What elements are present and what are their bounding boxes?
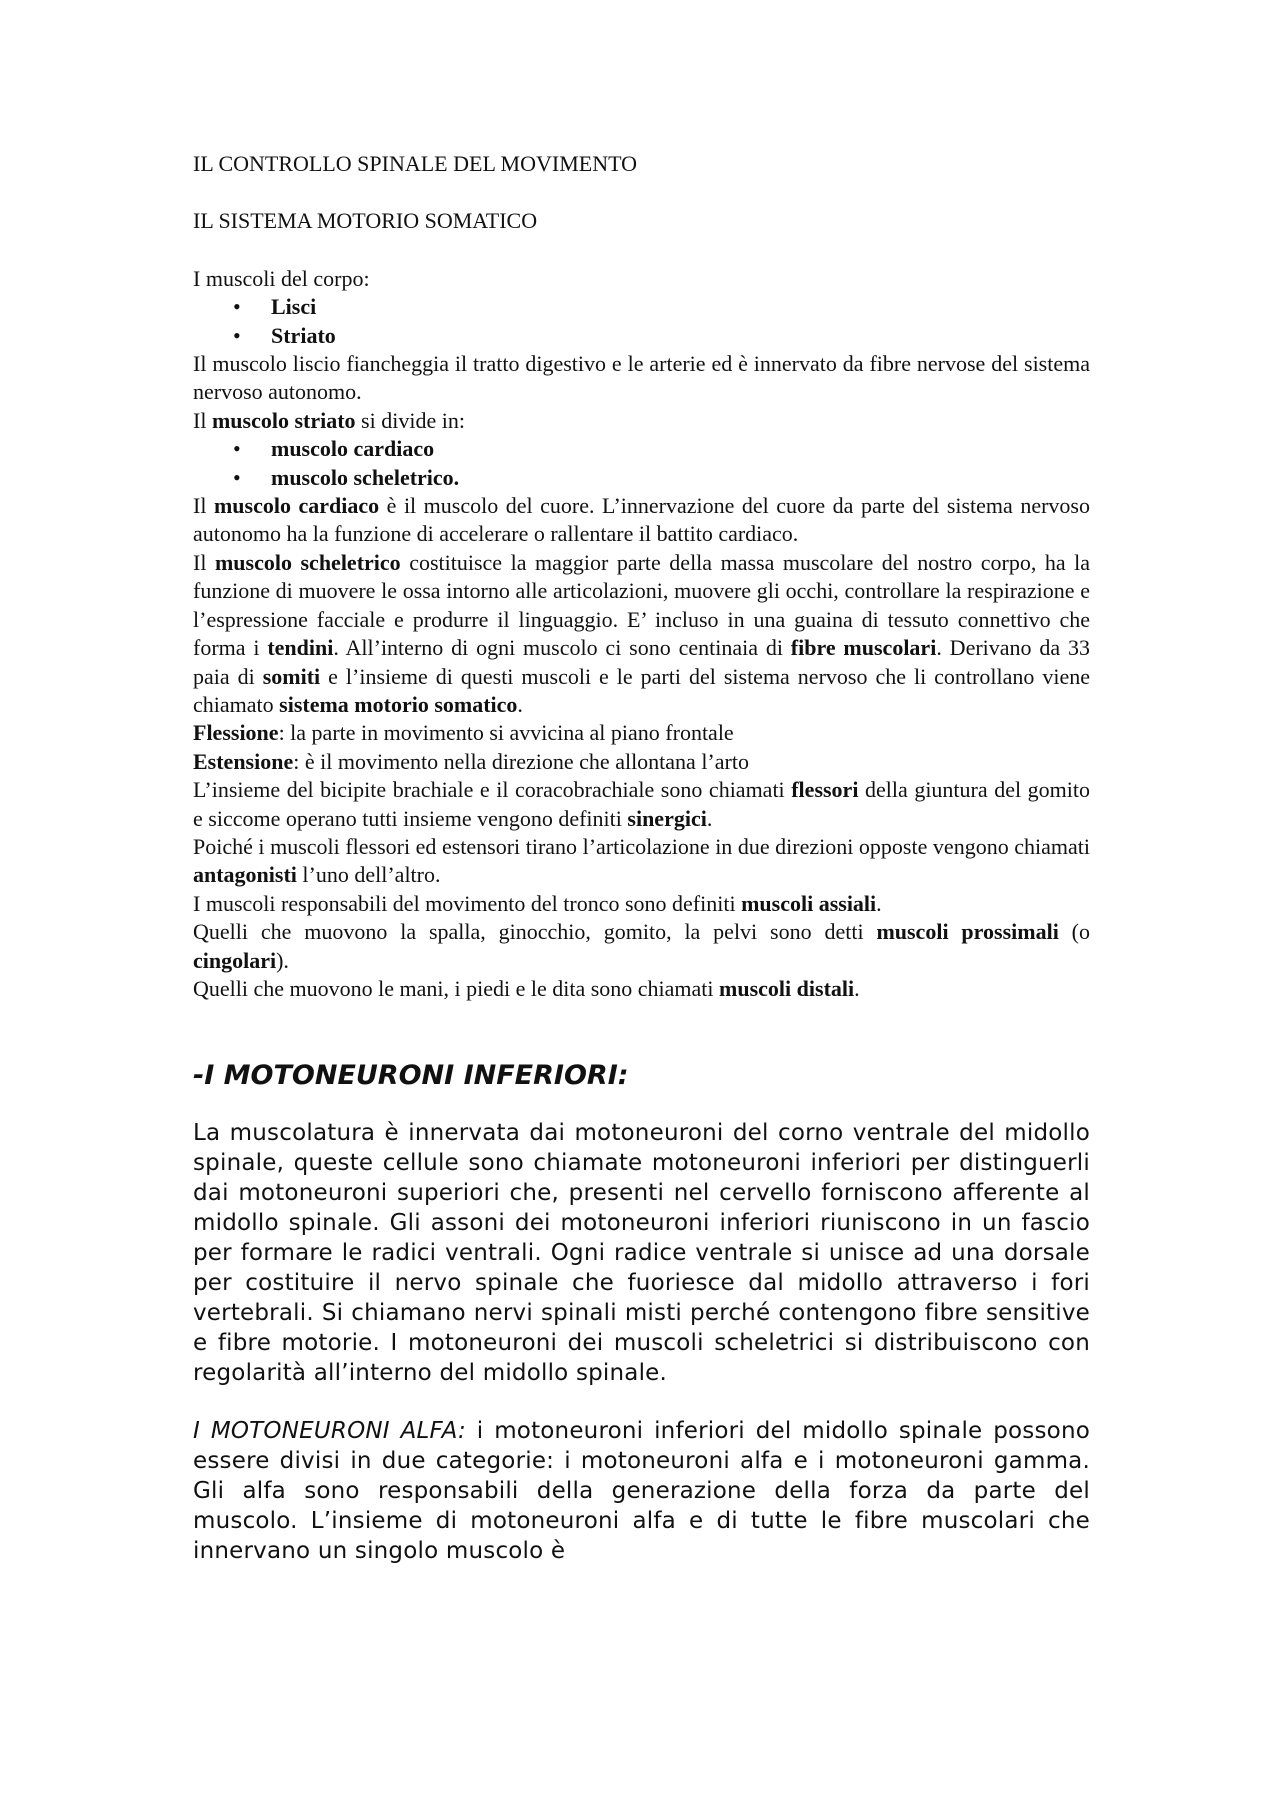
paragraph-estensione: Estensione: è il movimento nella direzione che allontana l’arto bbox=[193, 748, 749, 774]
document-page bbox=[193, 150, 1090, 1566]
paragraph-motoneuroni: La muscolatura è innervata dai motoneuroni del corno ventrale del midollo spinale, queste cellule sono chiamate motoneuroni inferiori per distinguerli dai motoneuroni superiori che, presenti nel cervello forniscono afferente al midollo spinale. Gli assoni dei motoneuroni inferiori riuniscono in un fascio per formare le radici ventrali. Ogni radice ventrale si unisce ad una dorsale per costituire il nervo spinale che fuoriesce dal midollo attraverso i fori vertebrali. Si chiamano nervi spinali misti perché contengono fibre sensitive e fibre motorie. I motoneuroni dei muscoli scheletrici si distribuiscono con regolarità all’interno del midollo spinale. bbox=[193, 1120, 1090, 1387]
bullet-icon: • bbox=[233, 436, 241, 462]
list-item: • Striato bbox=[193, 322, 1090, 350]
intro-line: I muscoli del corpo: bbox=[193, 265, 370, 291]
list-item: • muscolo cardiaco bbox=[193, 435, 1090, 463]
paragraph-assiali: I muscoli responsabili del movimento del tronco sono definiti muscoli assiali. bbox=[193, 890, 882, 916]
paragraph-distali: Quelli che muovono le mani, i piedi e le dita sono chiamati muscoli distali. bbox=[193, 975, 860, 1001]
list-item: • muscolo scheletrico. bbox=[193, 464, 1090, 492]
doc-subtitle: IL SISTEMA MOTORIO SOMATICO bbox=[193, 208, 538, 234]
paragraph-striato: Il muscolo striato si divide in: bbox=[193, 407, 465, 433]
paragraph-cardiaco: Il muscolo cardiaco è il muscolo del cuore. L’innervazione del cuore da parte del sistema nervoso autonomo ha la funzione di accelerare o rallentare il battito cardiaco. bbox=[193, 493, 1090, 547]
paragraph-prossimali: Quelli che muovono la spalla, ginocchio, gomito, la pelvi sono detti muscoli prossimali (o cingolari). bbox=[193, 919, 1091, 973]
striato-list bbox=[193, 435, 1090, 492]
doc-title: IL CONTROLLO SPINALE DEL MOVIMENTO bbox=[193, 151, 638, 176]
section-heading: -I MOTONEURONI INFERIORI: bbox=[193, 1060, 629, 1092]
paragraph-scheletrico: Il muscolo scheletrico costituisce la maggior parte della massa muscolare del nostro corpo, ha la funzione di muovere le ossa intorno alle articolazioni, muovere gli occhi, controllare la respirazione e l’espressione facciale e produrre il linguaggio. E’ incluso in una guaina di tessuto connettivo che forma i tendini. All’interno di ogni muscolo ci sono centinaia di fibre muscolari. Derivano da 33 paia di somiti e l’insieme di questi muscoli e le parti del sistema nervoso che li controllano viene chiamato sistema motorio somatico. bbox=[193, 549, 1091, 717]
paragraph-alfa: I MOTONEURONI ALFA: i motoneuroni inferiori del midollo spinale possono essere divisi in due categorie: i motoneuroni alfa e i motoneuroni gamma. Gli alfa sono responsabili della generazione della forza da parte del muscolo. L’insieme di motoneuroni alfa e di tutte le fibre muscolari che innervano un singolo muscolo è bbox=[193, 1418, 1090, 1565]
paragraph-bicipite: L’insieme del bicipite brachiale e il coracobrachiale sono chiamati flessori della giuntura del gomito e siccome operano tutti insieme vengono definiti sinergici. bbox=[193, 777, 1090, 831]
bullet-icon: • bbox=[233, 322, 241, 348]
bullet-icon: • bbox=[233, 294, 241, 320]
paragraph-antagonisti: Poiché i muscoli flessori ed estensori tirano l’articolazione in due direzioni opposte vengono chiamati antagonisti l’uno dell’altro. bbox=[193, 833, 1090, 888]
paragraph-liscio: Il muscolo liscio fiancheggia il tratto digestivo e le arterie ed è innervato da fibre nervose del sistema nervoso autonomo. bbox=[193, 351, 1090, 405]
bullet-icon: • bbox=[233, 464, 241, 490]
muscle-type-list bbox=[193, 293, 1090, 350]
list-item: • Lisci bbox=[193, 293, 1090, 321]
paragraph-flessione: Flessione: la parte in movimento si avvicina al piano frontale bbox=[193, 720, 734, 746]
sans-section bbox=[193, 1118, 1090, 1566]
serif-section bbox=[193, 150, 1090, 1003]
